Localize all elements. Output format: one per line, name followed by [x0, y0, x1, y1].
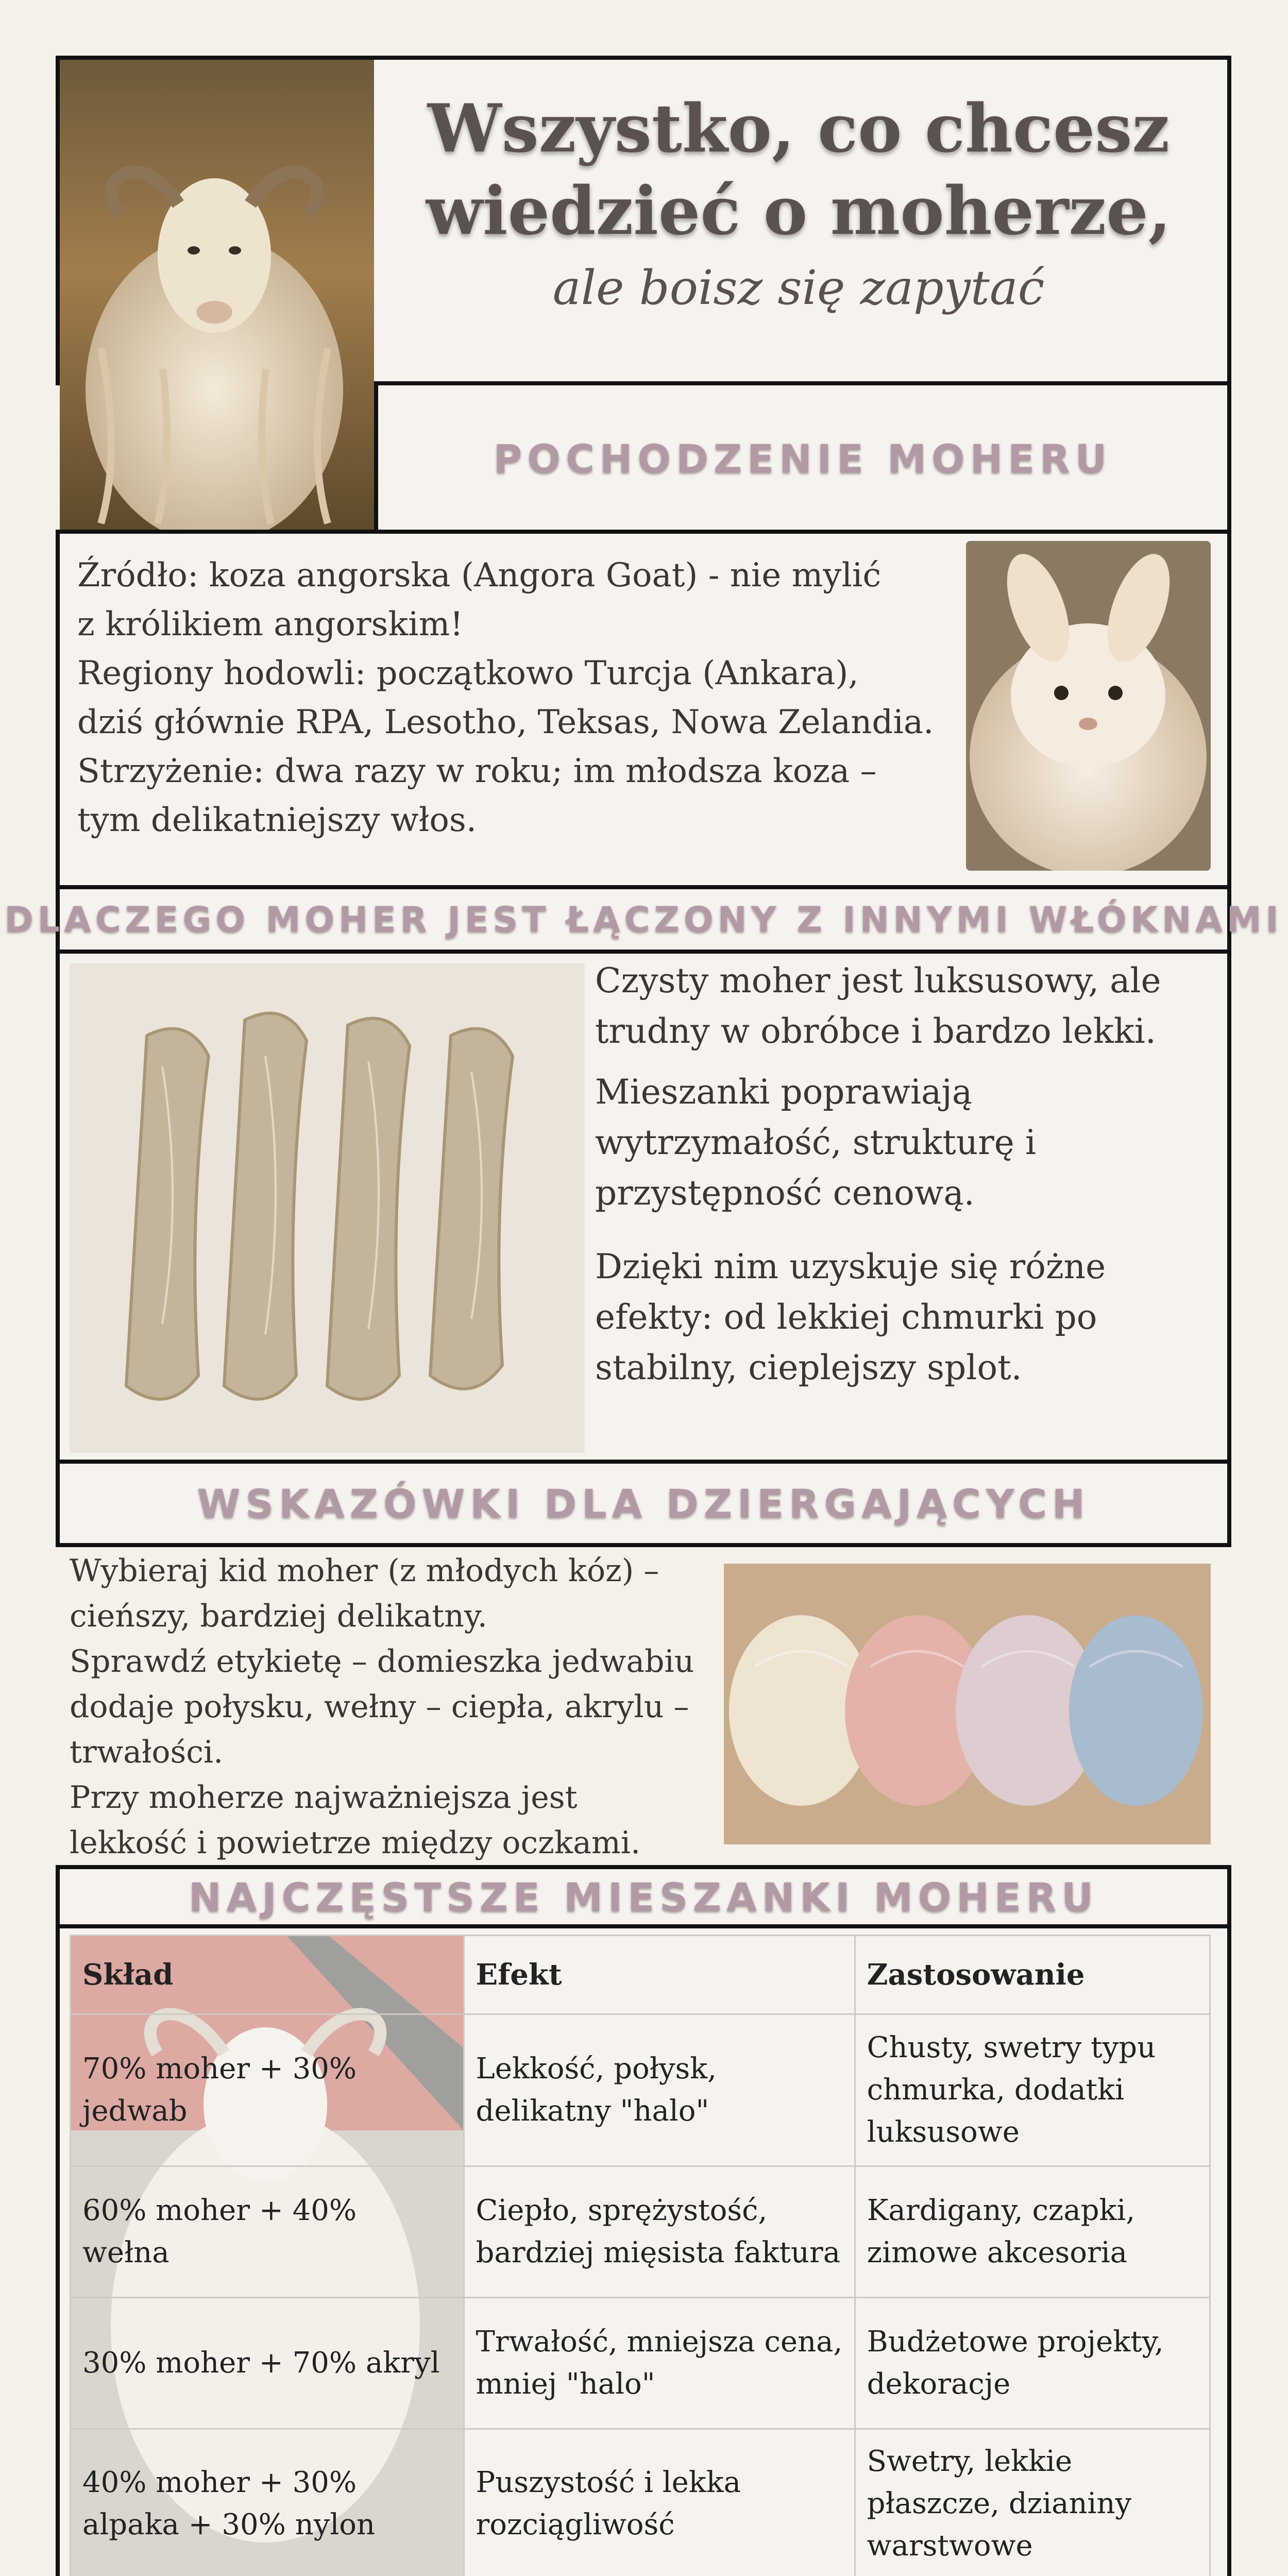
column-header: Zastosowanie — [855, 1936, 1210, 2014]
blend-reasons-text — [595, 956, 1213, 1393]
effect-cell: Lekkość, połysk, delikatny "halo" — [464, 2014, 855, 2166]
title-line-2: wiedzieć o moherze, — [426, 173, 1172, 250]
beige-yarn-skeins-photo — [70, 963, 585, 1453]
page-subtitle: ale boisz się zapytać — [552, 260, 1045, 315]
page-title — [381, 88, 1216, 252]
table-row — [71, 2429, 1210, 2576]
origin-line: tym delikatniejszy włos. — [77, 801, 477, 839]
tip-line: Sprawdź etykietę – domieszka jedwabiu — [70, 1643, 694, 1680]
title-line-1: Wszystko, co chcesz — [427, 90, 1170, 167]
composition-cell: 60% moher + 40% wełna — [71, 2166, 464, 2298]
composition-cell: 30% moher + 70% akryl — [71, 2298, 464, 2429]
blends-title: NAJCZĘSTSZE MIESZANKI MOHERU — [188, 1874, 1098, 1920]
tips-section-header — [56, 1460, 1231, 1547]
blend-reason-paragraph: Mieszanki poprawiają wytrzymałość, strukturę i przystępność cenową. — [595, 1072, 1036, 1213]
column-header: Skład — [71, 1936, 464, 2014]
origin-text — [77, 551, 963, 845]
origin-line: Strzyżenie: dwa razy w roku; im młodsza koza – — [77, 752, 877, 790]
usage-cell: Kardigany, czapki, zimowe akcesoria — [855, 2166, 1210, 2298]
usage-cell: Chusty, swetry typu chmurka, dodatki luksusowe — [855, 2014, 1210, 2166]
tip-line: Przy moherze najważniejsza jest — [70, 1780, 578, 1816]
origin-title: POCHODZENIE MOHERU — [493, 435, 1112, 482]
usage-cell: Swetry, lekkie płaszcze, dzianiny warstwowe — [855, 2429, 1210, 2576]
blend-reasons-title: DLACZEGO MOHER JEST ŁĄCZONY Z INNYMI WŁÓKNAMI — [4, 900, 1283, 940]
blend-reason-paragraph: Dzięki nim uzyskuje się różne efekty: od lekkiej chmurki po stabilny, cieplejszy splot. — [595, 1247, 1106, 1387]
tip-line: Wybieraj kid moher (z młodych kóz) – — [70, 1553, 659, 1589]
table-header-row — [71, 1936, 1210, 2014]
blend-reason-paragraph: Czysty moher jest luksusowy, ale trudny w obróbce i bardzo lekki. — [595, 961, 1161, 1051]
effect-cell: Puszystość i lekka rozciągliwość — [464, 2429, 855, 2576]
tips-text — [70, 1548, 739, 1866]
pastel-yarn-balls-photo — [724, 1564, 1211, 1844]
origin-section-header — [374, 381, 1231, 536]
blends-table — [70, 1935, 1211, 2576]
composition-cell: 70% moher + 30% jedwab — [71, 2014, 464, 2166]
tip-line: lekkość i powietrze między oczkami. — [70, 1825, 641, 1861]
composition-cell: 40% moher + 30% alpaka + 30% nylon — [71, 2429, 464, 2576]
effect-cell: Ciepło, sprężystość, bardziej mięsista faktura — [464, 2166, 855, 2298]
blend-reasons-section-header — [4, 885, 1283, 955]
tip-line: cieńszy, bardziej delikatny. — [70, 1598, 487, 1634]
angora-goat-photo — [60, 60, 374, 531]
blends-section-header — [56, 1865, 1231, 1929]
origin-line: Źródło: koza angorska (Angora Goat) - nie mylić — [77, 556, 882, 595]
tip-line: trwałości. — [70, 1734, 224, 1770]
table-row — [71, 2014, 1210, 2166]
origin-line: dziś głównie RPA, Lesotho, Teksas, Nowa Zelandia. — [77, 703, 934, 741]
effect-cell: Trwałość, mniejsza cena, mniej "halo" — [464, 2298, 855, 2429]
origin-line: Regiony hodowli: początkowo Turcja (Ankara), — [77, 654, 859, 692]
origin-line: z królikiem angorskim! — [77, 605, 464, 643]
angora-rabbit-photo — [966, 541, 1211, 871]
table-row — [71, 2166, 1210, 2298]
tip-line: dodaje połysku, wełny – ciepła, akrylu – — [70, 1689, 689, 1725]
usage-cell: Budżetowe projekty, dekoracje — [855, 2298, 1210, 2429]
tips-title: WSKAZÓWKI DLA DZIERGAJĄCYCH — [197, 1480, 1090, 1527]
table-row — [71, 2298, 1210, 2429]
column-header: Efekt — [464, 1936, 855, 2014]
